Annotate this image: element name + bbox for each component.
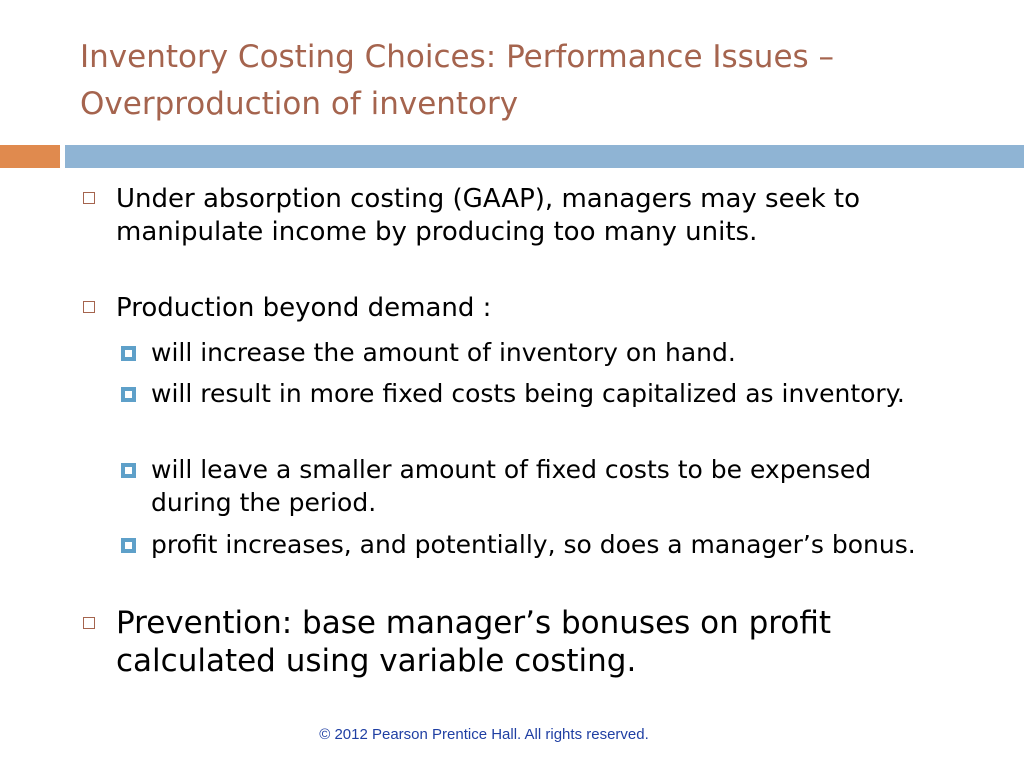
accent-bar-blue xyxy=(65,145,1024,168)
slide-title-line-2: Overproduction of inventory xyxy=(80,86,519,122)
bullet-item xyxy=(116,604,936,680)
footer-text: © 2012 Pearson Prentice Hall. All rights reserved. xyxy=(319,726,649,743)
sub-bullet-text: profit increases, and potentially, so does a manager’s bonus. xyxy=(151,530,916,559)
hollow-square-bullet-icon xyxy=(83,301,95,313)
sub-bullet-item xyxy=(151,453,951,519)
sub-bullet-item xyxy=(151,528,951,561)
accent-bar-orange xyxy=(0,145,60,168)
hollow-square-bullet-icon xyxy=(83,617,95,629)
slide-title xyxy=(80,34,980,128)
slide-title-line-1: Inventory Costing Choices: Performance Issues – xyxy=(80,39,835,75)
bullet-item xyxy=(116,183,936,249)
sub-bullet-text: will increase the amount of inventory on hand. xyxy=(151,338,736,367)
filled-square-bullet-icon xyxy=(121,463,136,478)
bullet-item xyxy=(116,292,936,325)
hollow-square-bullet-icon xyxy=(83,192,95,204)
sub-bullet-item xyxy=(151,336,951,369)
sub-bullet-item xyxy=(151,377,951,410)
bullet-text: Under absorption costing (GAAP), managers may seek to manipulate income by producing too many units. xyxy=(116,184,861,247)
sub-bullet-text: will result in more fixed costs being capitalized as inventory. xyxy=(151,379,905,408)
copyright-footer xyxy=(0,726,1024,743)
filled-square-bullet-icon xyxy=(121,346,136,361)
filled-square-bullet-icon xyxy=(121,387,136,402)
sub-bullet-text: will leave a smaller amount of fixed costs to be expensed during the period. xyxy=(151,455,872,517)
bullet-text: Prevention: base manager’s bonuses on profit calculated using variable costing. xyxy=(116,605,831,679)
bullet-text: Production beyond demand : xyxy=(116,293,492,323)
filled-square-bullet-icon xyxy=(121,538,136,553)
